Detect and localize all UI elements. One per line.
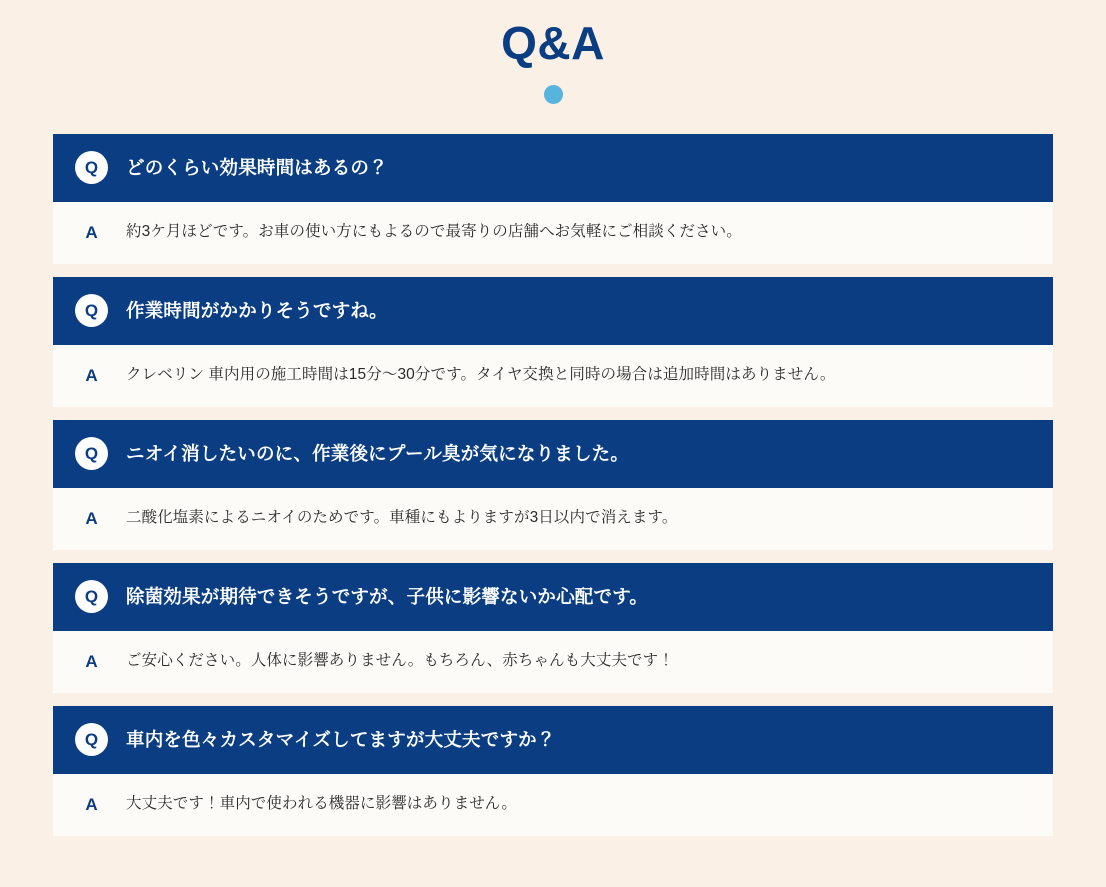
question-badge: Q [75,294,108,327]
qa-item [53,706,1053,836]
answer-text: ご安心ください。人体に影響ありません。もちろん、赤ちゃんも大丈夫です！ [126,652,674,670]
title-accent-dot-wrapper [0,85,1106,107]
answer-badge: A [85,508,98,528]
answer-row [53,345,1053,407]
qa-item [53,563,1053,693]
page-header [0,0,1106,107]
answer-badge: A [85,651,98,671]
question-badge: Q [75,437,108,470]
question-text: 車内を色々カスタマイズしてますが大丈夫ですか？ [126,728,556,750]
answer-text: 二酸化塩素によるニオイのためです。車種にもよりますが3日以内で消えます。 [126,509,678,527]
question-text: ニオイ消したいのに、作業後にプール臭が気になりました。 [126,442,630,464]
qa-item [53,277,1053,407]
answer-badge: A [85,794,98,814]
answer-row [53,202,1053,264]
question-text: 作業時間がかかりそうですね。 [126,299,388,321]
question-row[interactable] [53,706,1053,774]
qa-item [53,420,1053,550]
question-row[interactable] [53,134,1053,202]
page-title: Q&A [501,17,605,69]
answer-row [53,774,1053,836]
accent-dot-icon [544,85,563,104]
answer-row [53,488,1053,550]
question-text: 除菌効果が期待できそうですが、子供に影響ないか心配です。 [126,585,649,607]
question-badge: Q [75,151,108,184]
answer-text: 大丈夫です！車内で使われる機器に影響はありません。 [126,795,517,813]
answer-row [53,631,1053,693]
question-row[interactable] [53,277,1053,345]
answer-badge: A [85,222,98,242]
question-row[interactable] [53,563,1053,631]
answer-text: クレベリン 車内用の施工時間は15分〜30分です。タイヤ交換と同時の場合は追加時間はありません。 [126,366,836,384]
qa-item [53,134,1053,264]
question-text: どのくらい効果時間はあるの？ [126,156,388,178]
qa-list [53,134,1053,836]
question-badge: Q [75,580,108,613]
answer-text: 約3ケ月ほどです。お車の使い方にもよるので最寄りの店舗へお気軽にご相談ください。 [126,223,742,241]
answer-badge: A [85,365,98,385]
question-row[interactable] [53,420,1053,488]
question-badge: Q [75,723,108,756]
